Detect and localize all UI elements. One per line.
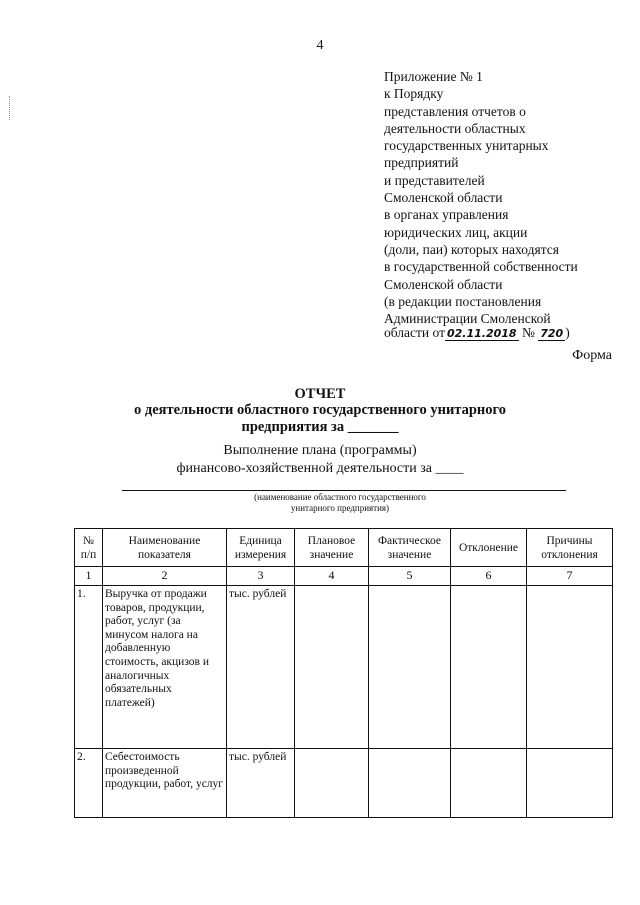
header-cell-actual: Фактическое значение bbox=[369, 529, 451, 567]
handwritten-number: 720 bbox=[540, 327, 564, 340]
report-title: ОТЧЕТ bbox=[294, 386, 346, 402]
row-actual-value bbox=[369, 586, 451, 749]
row-deviation bbox=[451, 586, 527, 749]
margin-marks bbox=[9, 96, 12, 120]
column-number: 7 bbox=[527, 567, 613, 586]
header-cell-planned: Плановое значение bbox=[295, 529, 369, 567]
row-number: 2. bbox=[75, 749, 103, 818]
report-subtitle: о деятельности областного государственного унитарного предприятия за _______ bbox=[133, 402, 506, 435]
column-number: 1 bbox=[75, 567, 103, 586]
header-cell-number: № п/п bbox=[75, 529, 103, 567]
plan-heading: Выполнение плана (программы) финансово-хозяйственной деятельности за ____ bbox=[176, 443, 464, 476]
column-number: 6 bbox=[451, 567, 527, 586]
table-row bbox=[75, 586, 613, 749]
row-reasons bbox=[527, 749, 613, 818]
row-actual-value bbox=[369, 749, 451, 818]
form-label: Форма bbox=[572, 348, 612, 363]
header-cell-unit: Единица измерения bbox=[227, 529, 295, 567]
table-row bbox=[75, 749, 613, 818]
page-number: 4 bbox=[316, 38, 324, 53]
appendix-last-line bbox=[384, 325, 570, 341]
row-planned-value bbox=[295, 586, 369, 749]
closing-bracket: ) bbox=[565, 325, 570, 340]
number-label: № bbox=[521, 325, 535, 340]
report-table bbox=[74, 528, 613, 818]
row-unit: тыс. рублей bbox=[227, 749, 295, 818]
enterprise-name-line bbox=[122, 490, 566, 491]
column-number: 3 bbox=[227, 567, 295, 586]
row-unit: тыс. рублей bbox=[227, 586, 295, 749]
row-number: 1. bbox=[75, 586, 103, 749]
header-cell-deviation: Отклонение bbox=[451, 529, 527, 567]
appendix-last-prefix: области от bbox=[384, 325, 445, 340]
row-deviation bbox=[451, 749, 527, 818]
header-cell-name: Наименование показателя bbox=[103, 529, 227, 567]
column-number: 2 bbox=[103, 567, 227, 586]
table-header-row bbox=[75, 529, 613, 567]
appendix-text: Приложение № 1 к Порядку представления отчетов о деятельности областных государственных унитарных предприятий и представителей Смоленской области в органах управления юридических лиц, акции (доли, паи) которых находятся в государственной собственности Смоленской области (в редакции постановления Администрации Смоленской bbox=[384, 69, 578, 327]
row-reasons bbox=[527, 586, 613, 749]
column-number: 4 bbox=[295, 567, 369, 586]
row-indicator-name: Себестоимость произведенной продукции, работ, услуг bbox=[103, 749, 227, 818]
row-planned-value bbox=[295, 749, 369, 818]
handwritten-date: 02.11.2018 bbox=[446, 327, 517, 340]
enterprise-name-caption: (наименование областного государственного унитарного предприятия) bbox=[254, 492, 426, 513]
row-indicator-name: Выручка от продажи товаров, продукции, работ, услуг (за минусом налога на добавленную стоимость, акцизов и аналогичных обязательных платежей) bbox=[103, 586, 227, 749]
column-number-row bbox=[75, 567, 613, 586]
column-number: 5 bbox=[369, 567, 451, 586]
header-cell-reasons: Причины отклонения bbox=[527, 529, 613, 567]
